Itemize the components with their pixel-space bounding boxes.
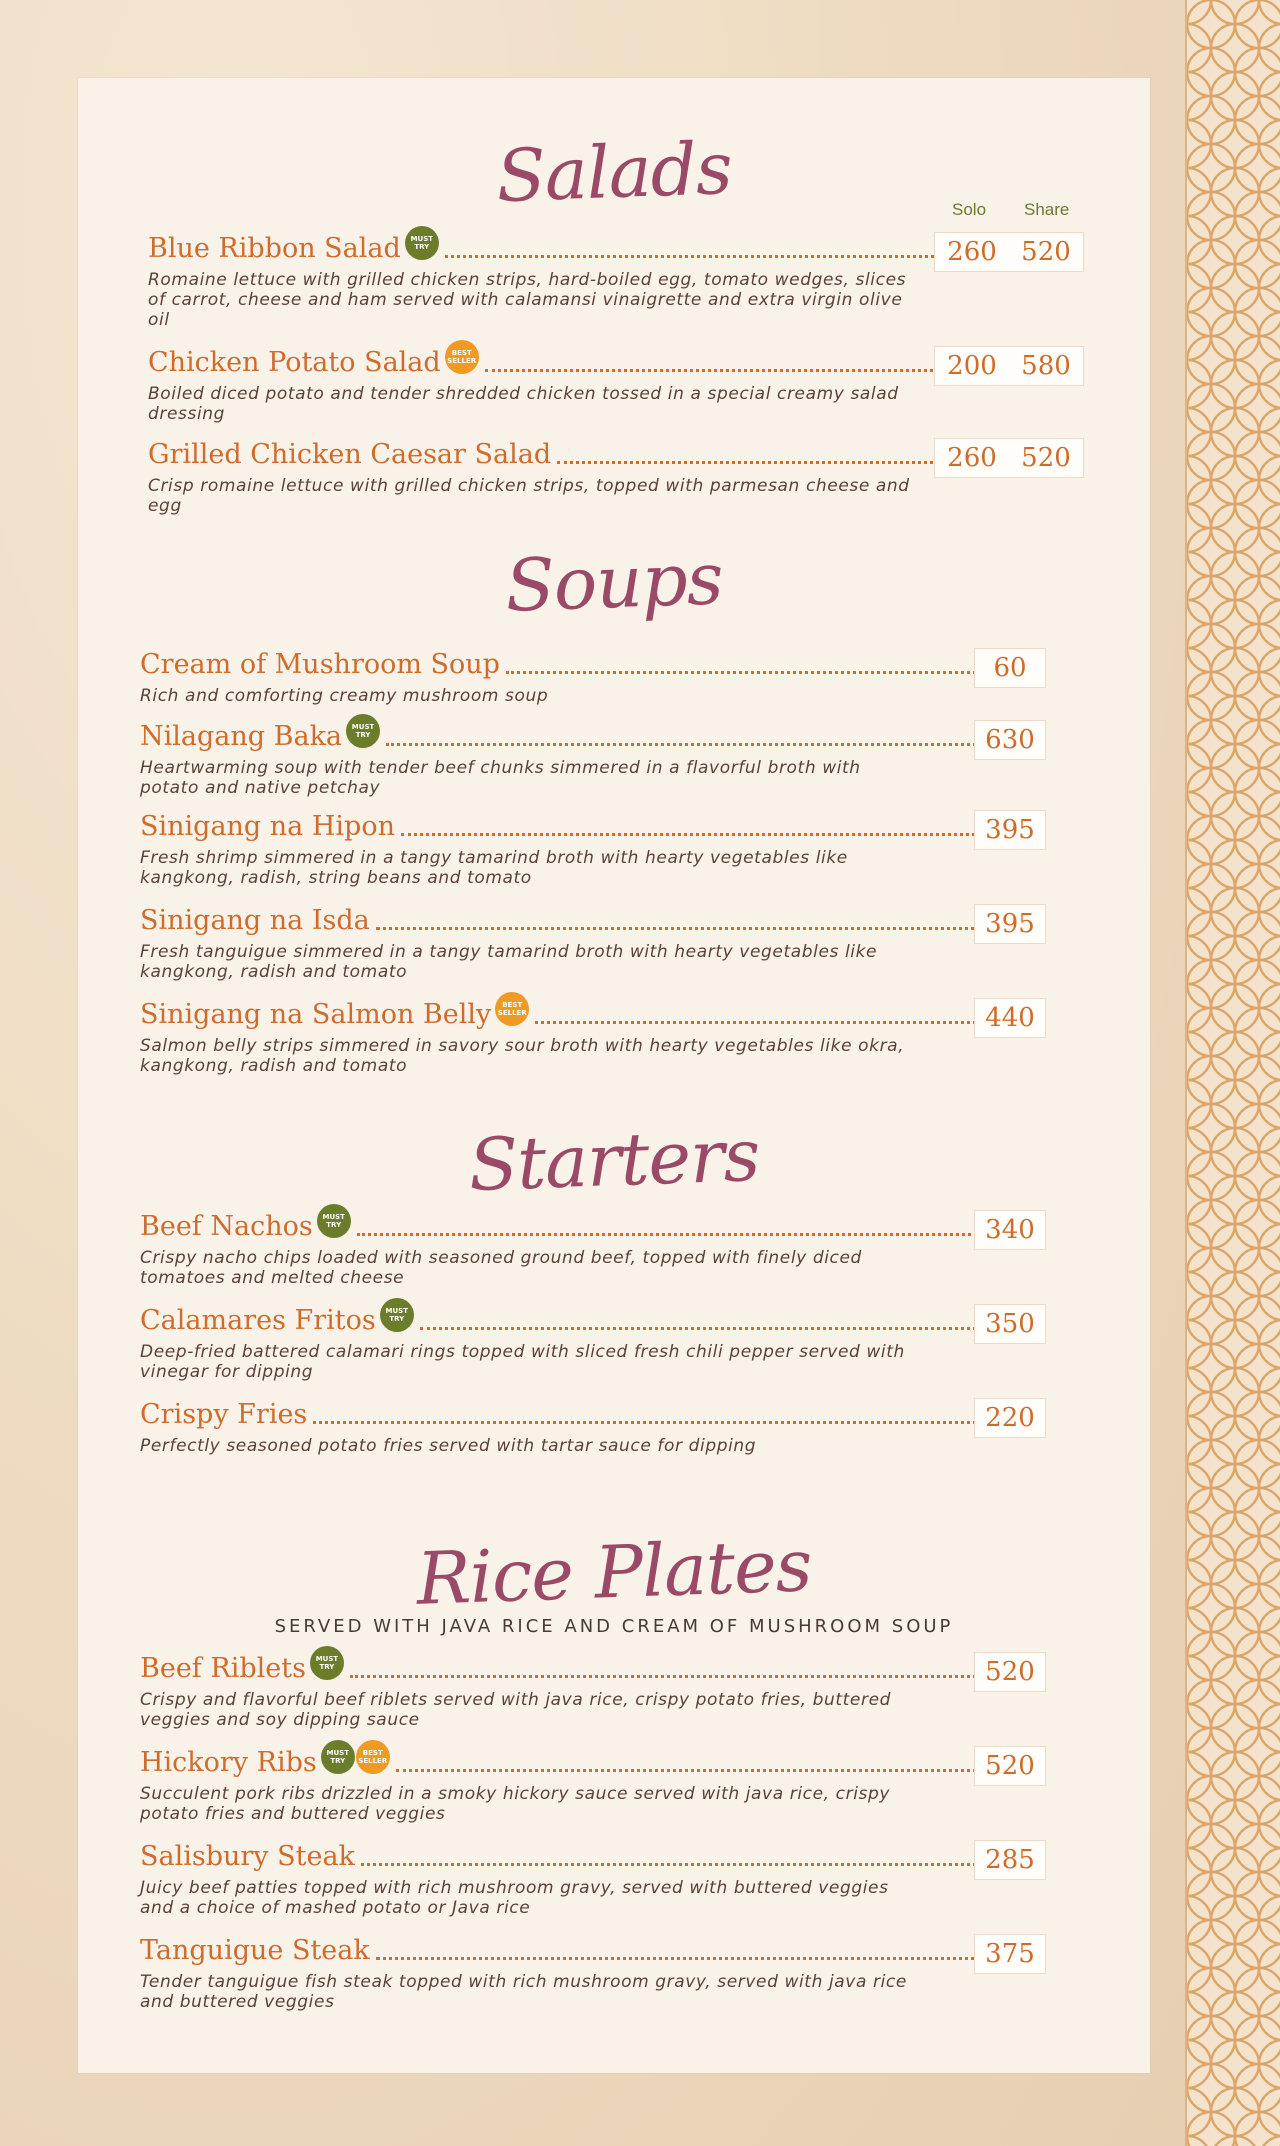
- item-name: Blue Ribbon Salad: [148, 233, 401, 264]
- price-box: 375: [974, 1934, 1046, 1974]
- price-share: 580: [1021, 351, 1071, 381]
- price-share: 520: [1021, 443, 1071, 473]
- price-box: 630: [974, 720, 1046, 760]
- dot-leader: [535, 1021, 982, 1024]
- dot-leader: [445, 255, 982, 258]
- item-description: Succulent pork ribs drizzled in a smoky hickory sauce served with java rice, crispy potato fries and buttered veggies: [140, 1784, 891, 1824]
- price-box: 60: [974, 648, 1046, 688]
- item-name: Nilagang Baka: [140, 721, 343, 752]
- price-box: 340: [974, 1210, 1046, 1250]
- price-box: 285: [974, 1840, 1046, 1880]
- dot-leader: [485, 369, 982, 372]
- section-title-starters: Starters: [467, 1112, 761, 1208]
- price-box: [934, 232, 1084, 272]
- item-name: Beef Riblets: [140, 1653, 306, 1684]
- section-title-salads: Salads: [494, 125, 734, 219]
- item-name: Salisbury Steak: [140, 1841, 355, 1872]
- section-title-soups: Soups: [504, 536, 724, 628]
- item-name: Chicken Potato Salad: [148, 347, 441, 378]
- price-box: 395: [974, 810, 1046, 850]
- column-header-share: Share: [1024, 200, 1070, 219]
- must-try-badge-icon: MUST TRY: [310, 1646, 344, 1680]
- item-description: Tender tanguigue fish steak topped with rich mushroom gravy, served with java rice and buttered veggies: [140, 1972, 907, 2012]
- best-seller-badge-icon: BEST SELLER: [495, 992, 529, 1026]
- circle-lattice-pattern: [1187, 0, 1280, 2146]
- item-name: Crispy Fries: [140, 1399, 308, 1430]
- menu-page: [78, 78, 1150, 2073]
- column-header-solo: Solo: [952, 200, 987, 219]
- dot-leader: [396, 1769, 982, 1772]
- item-name: Sinigang na Isda: [140, 905, 370, 936]
- item-description: Fresh tanguigue simmered in a tangy tamarind broth with hearty vegetables like kangkong, radish and tomato: [140, 942, 878, 982]
- must-try-badge-icon: MUST TRY: [317, 1204, 351, 1238]
- item-description: Crispy and flavorful beef riblets served with java rice, crispy potato fries, buttered veggies and soy dipping sauce: [140, 1690, 892, 1730]
- price-solo: 260: [947, 443, 997, 473]
- dot-leader: [401, 833, 982, 836]
- dot-leader: [506, 671, 982, 674]
- item-name: Hickory Ribs: [140, 1747, 317, 1778]
- must-try-badge-icon: MUST TRY: [405, 226, 439, 260]
- dot-leader: [313, 1421, 982, 1424]
- price-box: 520: [974, 1746, 1046, 1786]
- price-share: 520: [1021, 237, 1071, 267]
- item-description: Boiled diced potato and tender shredded chicken tossed in a special creamy salad dressing: [148, 384, 899, 424]
- dot-leader: [376, 927, 982, 930]
- item-description: Romaine lettuce with grilled chicken strips, hard-boiled egg, tomato wedges, slices of carrot, cheese and ham served with calamansi vinaigrette and extra virgin olive oil: [148, 270, 907, 330]
- dot-leader: [350, 1675, 982, 1678]
- item-name: Sinigang na Hipon: [140, 811, 395, 842]
- item-description: Crisp romaine lettuce with grilled chicken strips, topped with parmesan cheese and egg: [148, 476, 910, 516]
- item-description: Crispy nacho chips loaded with seasoned ground beef, topped with finely diced tomatoes and melted cheese: [140, 1248, 862, 1288]
- price-box: [934, 438, 1084, 478]
- section-subtitle: SERVED WITH JAVA RICE AND CREAM OF MUSHROOM SOUP: [274, 1616, 954, 1637]
- price-solo: 200: [947, 351, 997, 381]
- must-try-badge-icon: MUST TRY: [380, 1298, 414, 1332]
- item-description: Deep-fried battered calamari rings topped with sliced fresh chili pepper served with vinegar for dipping: [140, 1342, 905, 1382]
- price-box: 395: [974, 904, 1046, 944]
- price-solo: 260: [947, 237, 997, 267]
- dot-leader: [557, 461, 982, 464]
- price-box: [934, 346, 1084, 386]
- price-box: 520: [974, 1652, 1046, 1692]
- dot-leader: [361, 1863, 982, 1866]
- price-box: 350: [974, 1304, 1046, 1344]
- section-title-rice-plates: Rice Plates: [415, 1523, 813, 1621]
- best-seller-badge-icon: BEST SELLER: [445, 340, 479, 374]
- dot-leader: [420, 1327, 982, 1330]
- item-name: Sinigang na Salmon Belly: [140, 999, 492, 1030]
- price-box: 440: [974, 998, 1046, 1038]
- dot-leader: [386, 743, 982, 746]
- item-description: Perfectly seasoned potato fries served with tartar sauce for dipping: [140, 1436, 757, 1456]
- item-description: Heartwarming soup with tender beef chunks simmered in a flavorful broth with potato and native petchay: [140, 758, 861, 798]
- item-description: Salmon belly strips simmered in savory sour broth with hearty vegetables like okra, kangkong, radish and tomato: [140, 1036, 905, 1076]
- price-box: 220: [974, 1398, 1046, 1438]
- must-try-badge-icon: MUST TRY: [321, 1740, 355, 1774]
- decorative-pattern-strip: [1185, 0, 1280, 2146]
- dot-leader: [376, 1957, 982, 1960]
- item-description: Fresh shrimp simmered in a tangy tamarind broth with hearty vegetables like kangkong, radish, string beans and tomato: [140, 848, 848, 888]
- best-seller-badge-icon: BEST SELLER: [356, 1740, 390, 1774]
- item-name: Calamares Fritos: [140, 1305, 376, 1336]
- item-name: Grilled Chicken Caesar Salad: [148, 439, 552, 470]
- item-name: Cream of Mushroom Soup: [140, 649, 500, 680]
- item-name: Tanguigue Steak: [140, 1935, 370, 1966]
- item-description: Rich and comforting creamy mushroom soup: [140, 686, 549, 706]
- item-description: Juicy beef patties topped with rich mushroom gravy, served with buttered veggies and a choice of mashed potato or Java rice: [140, 1878, 889, 1918]
- dot-leader: [357, 1233, 982, 1236]
- must-try-badge-icon: MUST TRY: [346, 714, 380, 748]
- item-name: Beef Nachos: [140, 1211, 313, 1242]
